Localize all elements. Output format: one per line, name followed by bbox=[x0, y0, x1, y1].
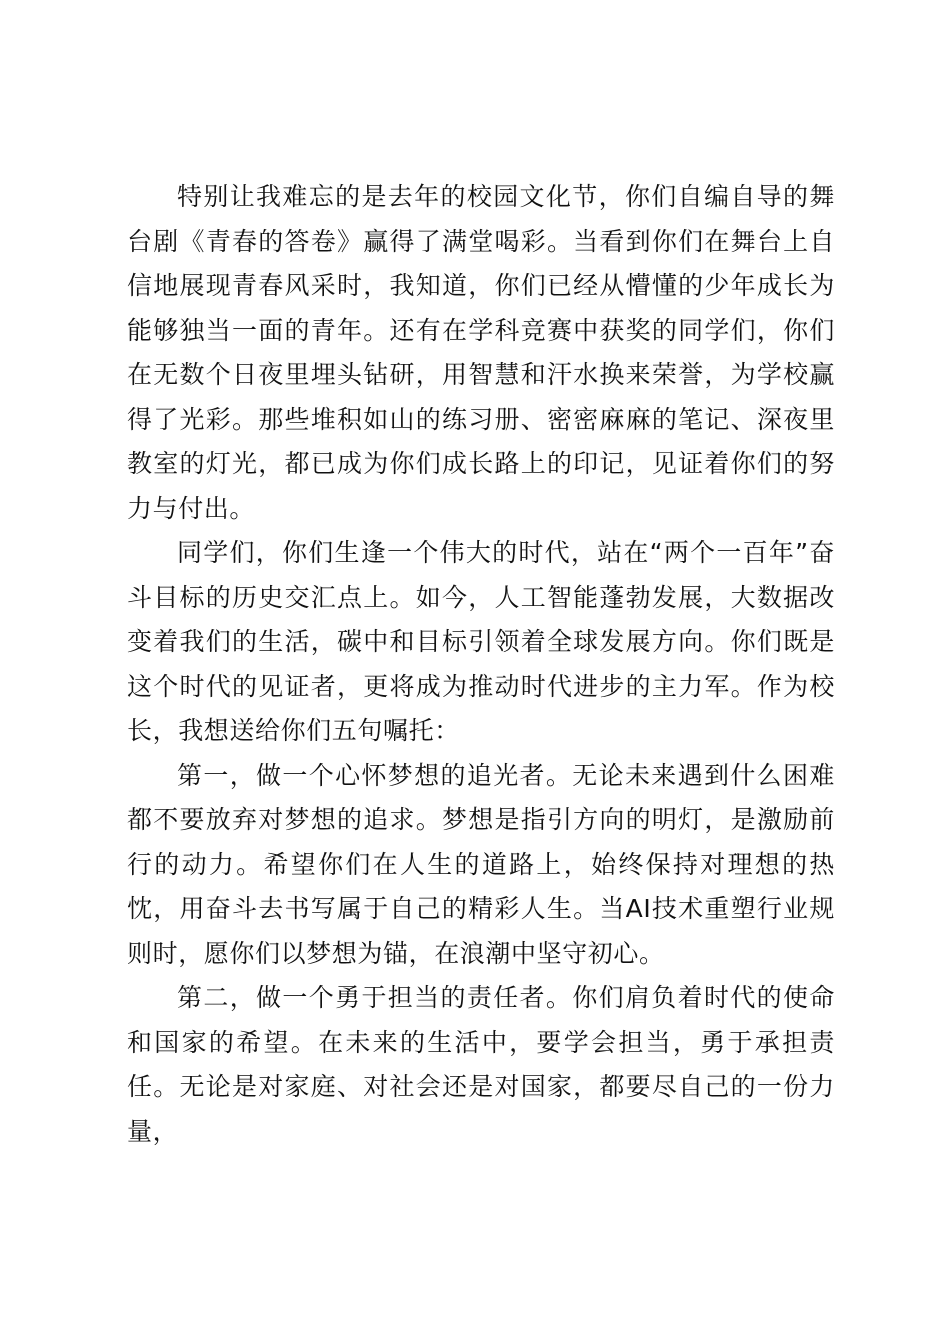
paragraph-campus-festival: 特别让我难忘的是去年的校园文化节，你们自编自导的舞台剧《青春的答卷》赢得了满堂喝彩。当看到你们在舞台上自信地展现青春风采时，我知道，你们已经从懵懂的少年成长为能够独当一面的青年。还有在学科竞赛中获奖的同学们，你们在无数个日夜里埋头钻研，用智慧和汗水换来荣誉，为学校赢得了光彩。那些堆积如山的练习册、密密麻麻的笔记、深夜里教室的灯光，都已成为你们成长路上的印记，见证着你们的努力与付出。 bbox=[127, 182, 835, 523]
paragraph-second-wish: 第二，做一个勇于担当的责任者。你们肩负着时代的使命和国家的希望。在未来的生活中，要学会担当，勇于承担责任。无论是对家庭、对社会还是对国家，都要尽自己的一份力量， bbox=[127, 983, 835, 1146]
paragraph-great-era: 同学们，你们生逢一个伟大的时代，站在“两个一百年”奋斗目标的历史交汇点上。如今，人工智能蓬勃发展，大数据改变着我们的生活，碳中和目标引领着全球发展方向。你们既是这个时代的见证者，更将成为推动时代进步的主力军。作为校长，我想送给你们五句嘱托： bbox=[127, 538, 835, 745]
paragraph-first-wish: 第一，做一个心怀梦想的追光者。无论未来遇到什么困难都不要放弃对梦想的追求。梦想是指引方向的明灯，是激励前行的动力。希望你们在人生的道路上，始终保持对理想的热忱，用奋斗去书写属于自己的精彩人生。当AI技术重塑行业规则时，愿你们以梦想为锚，在浪潮中坚守初心。 bbox=[127, 760, 835, 968]
document-body bbox=[127, 175, 835, 1154]
